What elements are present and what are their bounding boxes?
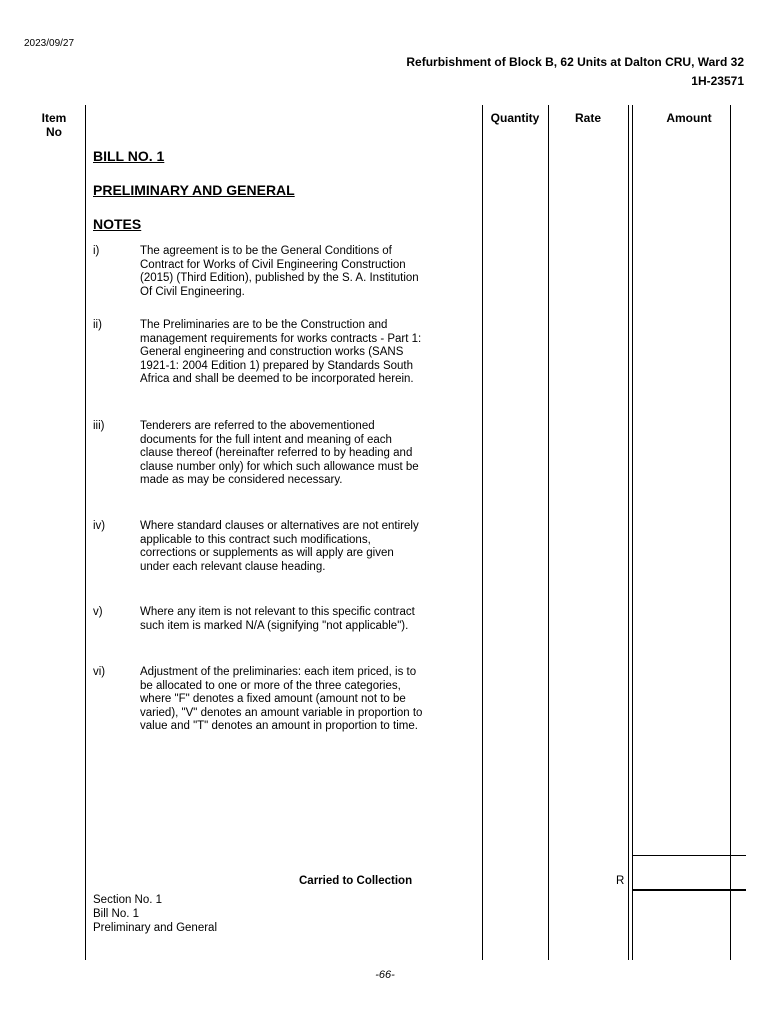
carried-to-collection-label: Carried to Collection	[299, 875, 413, 887]
column-header-item-no: Item No	[41, 111, 67, 139]
print-date: 2023/09/27	[24, 38, 75, 49]
column-header-quantity: Quantity	[490, 111, 540, 125]
footer-bill-number: Bill No. 1	[93, 908, 140, 920]
note-text: Where any item is not relevant to this specific contract such item is marked N/A (signifying "not applicable").	[140, 606, 415, 632]
column-header-amount: Amount	[666, 111, 712, 125]
project-title: Refurbishment of Block B, 62 Units at Dalton CRU, Ward 32	[406, 55, 744, 69]
total-rule-bottom	[632, 889, 746, 891]
note-text: The agreement is to be the General Conditions of Contract for Works of Civil Engineering Construction (2015) (Third Edition), published by the S. A. Institution Of Civil Engineering.	[140, 245, 419, 298]
section-heading: PRELIMINARY AND GENERAL	[93, 182, 295, 198]
column-rule-quantity	[482, 105, 483, 960]
footer-bill-name: Preliminary and General	[93, 922, 218, 934]
column-rule-amount-left-a	[628, 105, 629, 960]
note-number: vi)	[93, 666, 106, 678]
note-text: Tenderers are referred to the abovementioned documents for the full intent and meaning of each clause thereof (hereinafter referred to by heading and clause number only) for which such allowance must be made as may be considered necessary.	[140, 420, 419, 486]
currency-symbol: R	[616, 875, 625, 887]
note-number: iv)	[93, 520, 106, 532]
note-number: v)	[93, 606, 103, 618]
column-rule-rate	[548, 105, 549, 960]
page-number: -66-	[375, 969, 395, 981]
note-text: The Preliminaries are to be the Construction and management requirements for works contracts - Part 1: General engineering and construction works (SANS 1921-1: 2004 Edition 1) prepared by Standards South Africa and shall be deemed to be incorporated herein.	[140, 319, 422, 385]
column-header-rate: Rate	[574, 111, 601, 125]
project-reference: 1H-23571	[691, 74, 744, 88]
column-rule-amount-left-b	[632, 105, 633, 960]
footer-section-number: Section No. 1	[93, 894, 163, 906]
note-number: i)	[93, 245, 100, 257]
column-rule-amount-right	[730, 105, 731, 960]
notes-heading: NOTES	[93, 216, 142, 232]
note-text: Adjustment of the preliminaries: each item priced, is to be allocated to one or more of the three categories, where "F" denotes a fixed amount (amount not to be varied), "V" denotes an amount variable in proportion to value and "T" denotes an amount in proportion to time.	[140, 666, 423, 732]
total-rule-top	[632, 855, 746, 856]
note-number: iii)	[93, 420, 105, 432]
note-number: ii)	[93, 319, 102, 331]
column-rule-item	[85, 105, 86, 960]
bill-number-heading: BILL NO. 1	[93, 148, 165, 164]
note-text: Where standard clauses or alternatives are not entirely applicable to this contract such modifications, corrections or supplements as will apply are given under each relevant clause heading.	[140, 520, 419, 573]
